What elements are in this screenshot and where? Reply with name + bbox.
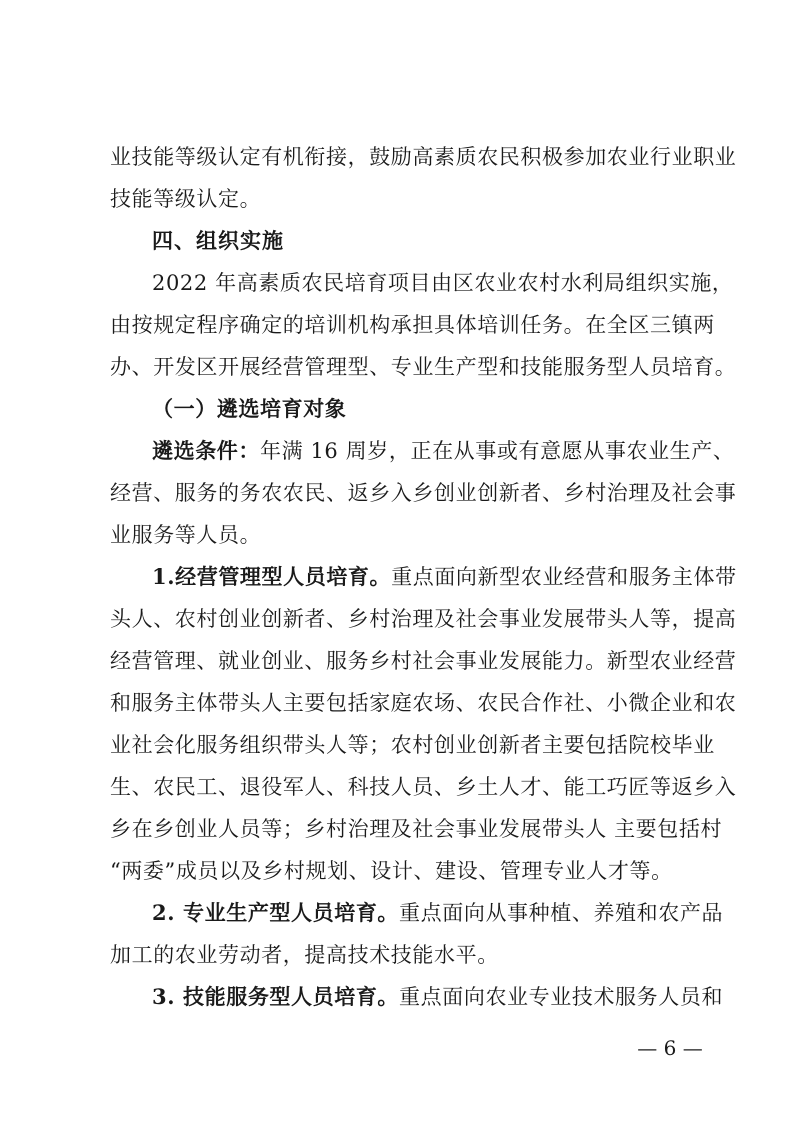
text-line — [110, 604, 737, 634]
text-line — [152, 268, 734, 298]
text-run-bold: 遴选条件： — [152, 438, 260, 463]
text-run: （一）遴选培育对象 — [152, 396, 347, 421]
text-line — [152, 982, 724, 1012]
text-run: 加工的农业劳动者，提高技术技能水平。 — [110, 943, 499, 967]
text-run: 重点面向新型农业经营和服务主体带 — [391, 565, 737, 589]
text-run: 重点面向从事种植、养殖和农产品 — [399, 901, 724, 925]
text-run: 和服务主体带头人主要包括家庭农场、农民合作社、小微企业和农 — [110, 691, 737, 715]
text-line — [110, 688, 737, 718]
text-run: 头人、农村创业创新者、乡村治理及社会事业发展带头人等，提高 — [110, 607, 737, 631]
text-run-bold: 3. 技能服务型人员培育。 — [152, 984, 400, 1009]
text-line — [110, 310, 715, 340]
text-line — [110, 142, 737, 172]
text-run: 业社会化服务组织带头人等；农村创业创新者主要包括院校毕业 — [110, 733, 715, 757]
text-run: 生、农民工、退役军人、科技人员、乡土人才、能工巧匠等返乡入 — [110, 775, 737, 799]
text-line — [110, 520, 700, 550]
text-line — [110, 478, 737, 508]
text-line — [110, 814, 723, 844]
text-run: 经营、服务的务农农民、返乡入乡创业创新者、乡村治理及社会事 — [110, 481, 737, 505]
text-run: 四、组织实施 — [152, 229, 284, 253]
text-line — [110, 730, 715, 760]
text-run: 由按规定程序确定的培训机构承担具体培训任务。在全区三镇两 — [110, 313, 715, 337]
text-line — [110, 856, 700, 886]
text-run: 乡在乡创业人员等；乡村治理及社会事业发展带头人 主要包括村 — [110, 817, 723, 841]
text-line — [152, 898, 724, 928]
text-line — [152, 436, 735, 466]
text-run: “两委”成员以及乡村规划、设计、建设、管理专业人才等。 — [110, 859, 673, 883]
text-line — [110, 646, 737, 676]
text-line — [110, 352, 737, 382]
text-line — [110, 940, 700, 970]
text-line — [110, 184, 700, 214]
text-run: 办、开发区开展经营管理型、专业生产型和技能服务型人员培育。 — [110, 355, 737, 379]
text-run: 业服务等人员。 — [110, 523, 262, 547]
text-line — [110, 772, 737, 802]
text-run-bold: 1.经营管理型人员培育。 — [152, 564, 392, 589]
text-run-bold: 2. 专业生产型人员培育。 — [152, 900, 400, 925]
subsection-heading — [152, 394, 700, 424]
text-run: 技能等级认定。 — [110, 187, 262, 211]
page-number: — 6 — — [637, 1036, 703, 1060]
text-run: 重点面向农业专业技术服务人员和 — [399, 985, 724, 1009]
section-heading — [152, 226, 700, 256]
text-run: 2022 年高素质农民培育项目由区农业农村水利局组织实施， — [152, 271, 734, 295]
text-run: 年满 16 周岁，正在从事或有意愿从事农业生产、 — [260, 439, 735, 463]
text-run: 经营管理、就业创业、服务乡村社会事业发展能力。新型农业经营 — [110, 649, 737, 673]
text-line — [152, 562, 737, 592]
text-run: 业技能等级认定有机衔接，鼓励高素质农民积极参加农业行业职业 — [110, 145, 737, 169]
